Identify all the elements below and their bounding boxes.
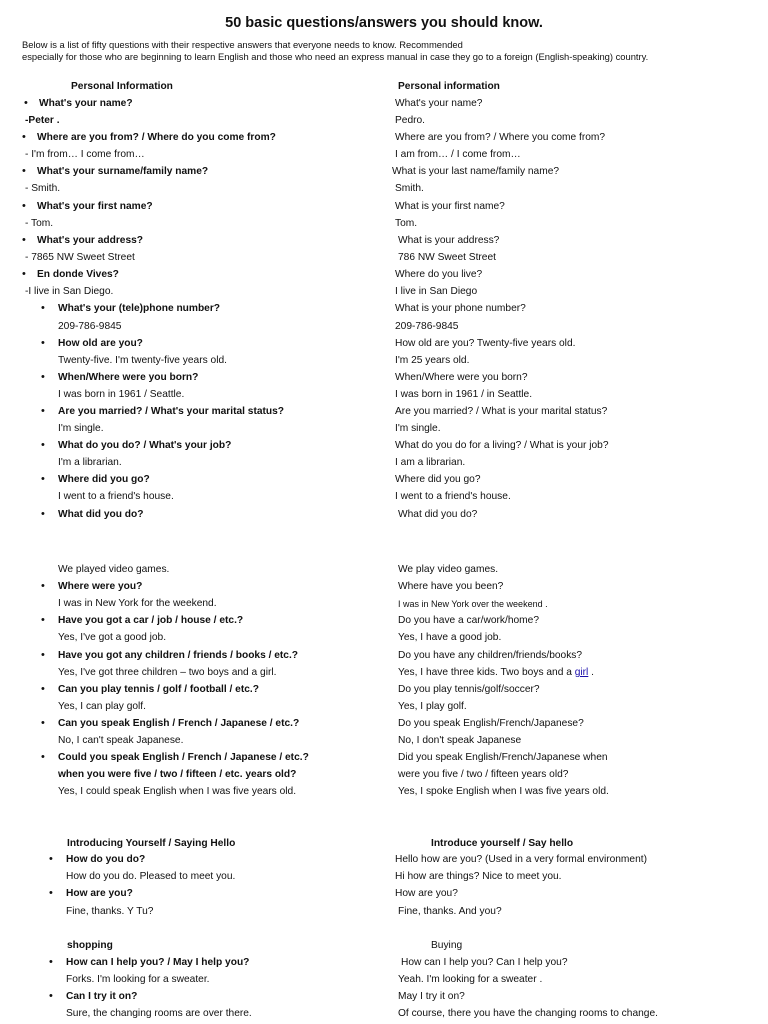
left-question: • What's your (tele)phone number?	[58, 302, 220, 315]
right-answer-period: .	[591, 667, 594, 678]
right-question: When/Where were you born?	[395, 372, 528, 383]
right-question: Where have you been?	[398, 581, 504, 592]
left-answer: I went to a friend's house.	[58, 491, 174, 502]
right-answer: Of course, there you have the changing rooms to change.	[398, 1008, 658, 1019]
left-question-cont: when you were five / two / fifteen / etc. years old?	[58, 769, 297, 780]
right-answer: We play video games.	[398, 564, 499, 575]
left-answer: - 7865 NW Sweet Street	[25, 252, 135, 263]
left-question: • What's your surname/family name?	[37, 165, 208, 178]
left-heading-shopping: shopping	[67, 940, 113, 951]
left-answer: Sure, the changing rooms are over there.	[66, 1008, 252, 1019]
left-question: • Can you speak English / French / Japanese / etc.?	[58, 717, 299, 730]
right-answer: I went to a friend's house.	[395, 491, 511, 502]
right-question: Do you play tennis/golf/soccer?	[398, 684, 540, 695]
left-answer: I'm a librarian.	[58, 457, 122, 468]
left-question: • How do you do?	[66, 853, 145, 866]
intro-paragraph	[22, 39, 752, 63]
intro-line: especially for those who are beginning to learn English and those who need an express manual in case they go to a foreign (English-speaking) country.	[22, 51, 649, 62]
left-answer: Yes, I can play golf.	[58, 701, 146, 712]
right-answer: 209-786-9845	[395, 321, 459, 332]
left-answer: Yes, I've got three children – two boys and a girl.	[58, 667, 277, 678]
right-answer: Yes, I have a good job.	[398, 632, 502, 643]
right-answer	[398, 666, 594, 679]
right-question: How can I help you? Can I help you?	[401, 957, 568, 968]
right-answer: I'm 25 years old.	[395, 355, 470, 366]
left-heading-personal: Personal Information	[71, 81, 173, 92]
left-question: • Have you got a car / job / house / etc.?	[58, 614, 243, 627]
left-question: • Could you speak English / French / Japanese / etc.?	[58, 751, 309, 764]
intro-line: Below is a list of fifty questions with their respective answers that everyone needs to know. Recommended	[22, 39, 463, 50]
right-question: Are you married? / What is your marital status?	[395, 406, 608, 417]
right-question: How old are you? Twenty-five years old.	[395, 338, 576, 349]
right-answer: I was in New York over the weekend .	[398, 599, 548, 609]
right-answer: Yes, I spoke English when I was five years old.	[398, 786, 609, 797]
right-answer: Pedro.	[395, 115, 426, 126]
right-question: Do you have a car/work/home?	[398, 615, 539, 626]
left-answer: No, I can't speak Japanese.	[58, 735, 184, 746]
left-question: • What's your address?	[37, 234, 143, 247]
left-question: • Where were you?	[58, 580, 142, 593]
right-answer: I am from… / I come from…	[395, 149, 521, 160]
left-answer: Fine, thanks. Y Tu?	[66, 906, 154, 917]
right-answer: Tom.	[395, 218, 418, 229]
left-answer: I'm single.	[58, 423, 104, 434]
right-answer: Yes, I play golf.	[398, 701, 467, 712]
left-heading-intro: Introducing Yourself / Saying Hello	[67, 838, 236, 849]
left-question: • What's your name?	[39, 97, 133, 110]
left-answer: I was in New York for the weekend.	[58, 598, 217, 609]
right-answer: 786 NW Sweet Street	[398, 252, 496, 263]
left-question: • Where are you from? / Where do you come from?	[37, 131, 276, 144]
right-question: Do you speak English/French/Japanese?	[398, 718, 584, 729]
left-question: • How can I help you? / May I help you?	[66, 956, 249, 969]
left-question: • How are you?	[66, 887, 133, 900]
right-question: Do you have any children/friends/books?	[398, 650, 583, 661]
left-question: • Where did you go?	[58, 473, 150, 486]
right-question: What is your phone number?	[395, 303, 526, 314]
left-question: • How old are you?	[58, 337, 143, 350]
left-answer: - Smith.	[25, 183, 61, 194]
document-title: 50 basic questions/answers you should know.	[225, 15, 543, 31]
girl-link[interactable]: girl	[574, 667, 589, 678]
right-question: Where are you from? / Where you come from?	[395, 132, 606, 143]
right-answer: I am a librarian.	[395, 457, 466, 468]
left-question: • What do you do? / What's your job?	[58, 439, 231, 452]
right-question-cont: were you five / two / fifteen years old?	[398, 769, 569, 780]
right-answer: Smith.	[395, 183, 424, 194]
right-question: What is your last name/family name?	[392, 166, 560, 177]
right-heading-intro: Introduce yourself / Say hello	[431, 838, 574, 849]
right-answer: I live in San Diego	[395, 286, 478, 297]
right-answer: Hi how are things? Nice to meet you.	[395, 871, 562, 882]
left-answer: We played video games.	[58, 564, 170, 575]
right-question: Did you speak English/French/Japanese when	[398, 752, 608, 763]
left-answer: Twenty-five. I'm twenty-five years old.	[58, 355, 227, 366]
left-question: • En donde Vives?	[37, 268, 119, 281]
right-question: Where did you go?	[395, 474, 481, 485]
right-answer-text: Yes, I have three kids. Two boys and a	[398, 667, 572, 678]
left-answer: Forks. I'm looking for a sweater.	[66, 974, 210, 985]
right-question: Where do you live?	[395, 269, 483, 280]
left-answer: Yes, I've got a good job.	[58, 632, 167, 643]
right-question: Hello how are you? (Used in a very formal environment)	[395, 854, 647, 865]
left-answer: I was born in 1961 / Seattle.	[58, 389, 185, 400]
right-question: What did you do?	[398, 509, 478, 520]
left-answer: How do you do. Pleased to meet you.	[66, 871, 236, 882]
left-question: • What's your first name?	[37, 200, 153, 213]
right-answer: I was born in 1961 / in Seattle.	[395, 389, 533, 400]
right-answer: Yeah. I'm looking for a sweater .	[398, 974, 543, 985]
left-question: • Can you play tennis / golf / football / etc.?	[58, 683, 259, 696]
right-heading-personal: Personal information	[398, 81, 500, 92]
right-heading-shopping: Buying	[431, 940, 463, 951]
left-answer: -Peter .	[25, 115, 60, 126]
right-question: What do you do for a living? / What is your job?	[395, 440, 609, 451]
left-answer: - Tom.	[25, 218, 54, 229]
left-question: • Can I try it on?	[66, 990, 137, 1003]
left-answer: - I'm from… I come from…	[25, 149, 145, 160]
left-question: • When/Where were you born?	[58, 371, 198, 384]
left-question: • What did you do?	[58, 508, 143, 521]
left-answer: -I live in San Diego.	[25, 286, 114, 297]
left-question: • Are you married? / What's your marital status?	[58, 405, 284, 418]
right-question: What is your first name?	[395, 201, 505, 212]
right-question: What is your address?	[398, 235, 500, 246]
right-answer: Fine, thanks. And you?	[398, 906, 502, 917]
left-question: • Have you got any children / friends / books / etc.?	[58, 649, 298, 662]
right-answer: No, I don't speak Japanese	[398, 735, 522, 746]
right-question: May I try it on?	[398, 991, 465, 1002]
right-answer: I'm single.	[395, 423, 441, 434]
right-question: How are you?	[395, 888, 458, 899]
left-answer: Yes, I could speak English when I was five years old.	[58, 786, 297, 797]
left-answer: 209-786-9845	[58, 321, 122, 332]
right-question: What's your name?	[395, 98, 483, 109]
